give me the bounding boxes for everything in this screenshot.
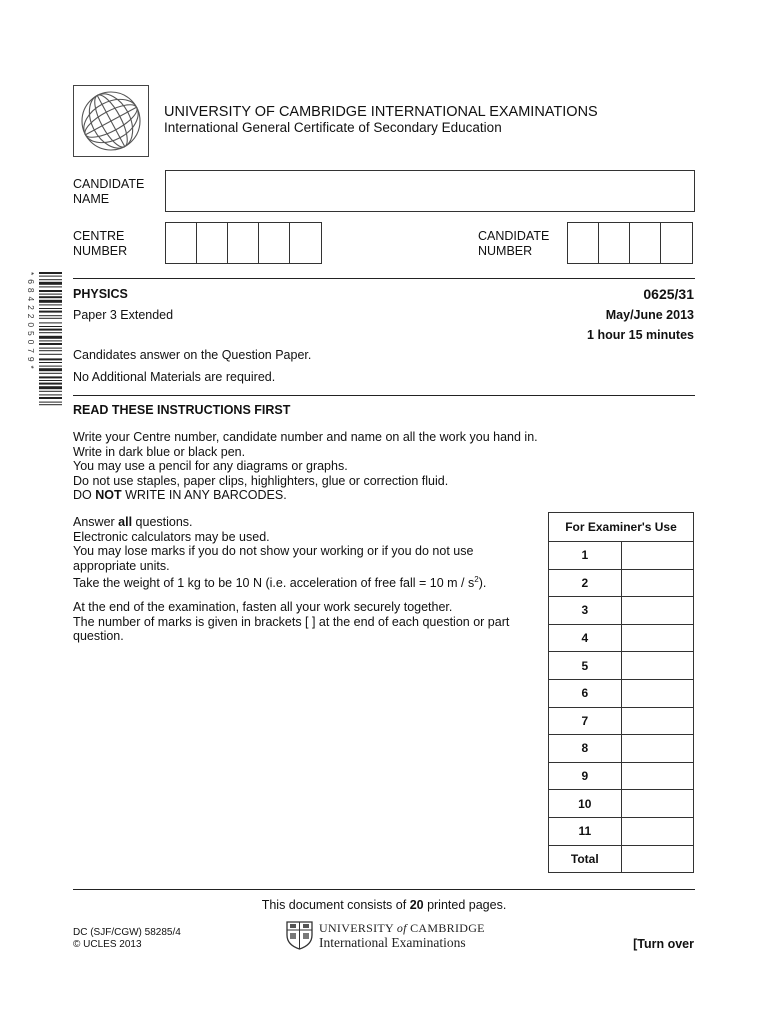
- table-row: [549, 762, 694, 790]
- question-number: 3: [549, 597, 622, 625]
- cambridge-wordmark: [319, 921, 485, 951]
- mark-cell[interactable]: [621, 817, 693, 845]
- digit-box[interactable]: [599, 223, 630, 263]
- table-row: [549, 845, 694, 873]
- end-block: [73, 600, 509, 644]
- instruction-line: You may lose marks if you do not show your working or if you do not use: [73, 544, 474, 559]
- label-line: NUMBER: [73, 244, 128, 258]
- instruction-line: At the end of the examination, fasten all your work securely together.: [73, 600, 453, 614]
- instruction-line: You may use a pencil for any diagrams or graphs.: [73, 459, 348, 474]
- university-name: UNIVERSITY OF CAMBRIDGE INTERNATIONAL EXAMINATIONS: [164, 104, 598, 120]
- text: CAMBRIDGE: [406, 921, 485, 935]
- session: May/June 2013: [605, 308, 694, 322]
- question-number: 10: [549, 790, 622, 818]
- text: WRITE IN ANY BARCODES.: [121, 488, 287, 503]
- materials-note: No Additional Materials are required.: [73, 370, 276, 384]
- digit-box[interactable]: [630, 223, 661, 263]
- instruction-line: question.: [73, 629, 124, 644]
- mark-cell[interactable]: [621, 542, 693, 570]
- subject: PHYSICS: [73, 287, 128, 301]
- text: ).: [478, 576, 487, 591]
- footer-reference: [73, 927, 181, 951]
- text: Take the weight of 1 kg to be 10 N (i.e. acceleration of free fall = 10 m / s: [73, 576, 475, 591]
- candidate-name-label: [73, 177, 144, 207]
- rules-block: [73, 515, 486, 591]
- digit-box[interactable]: [259, 223, 290, 263]
- text: This document consists of: [261, 898, 410, 912]
- page-count: [0, 898, 768, 913]
- centre-number-field[interactable]: [165, 222, 322, 264]
- question-number: 5: [549, 652, 622, 680]
- turn-over: [Turn over: [633, 937, 694, 951]
- total-mark-cell[interactable]: [621, 845, 693, 873]
- question-number: 4: [549, 624, 622, 652]
- text: DO: [73, 488, 96, 503]
- wordmark-line2: International Examinations: [319, 935, 466, 950]
- copyright: © UCLES 2013: [73, 939, 142, 950]
- examiner-table-heading: For Examiner's Use: [549, 513, 694, 542]
- certificate-title: International General Certificate of Secondary Education: [164, 120, 502, 135]
- total-label: Total: [549, 845, 622, 873]
- digit-box[interactable]: [568, 223, 599, 263]
- paper-code: 0625/31: [643, 286, 694, 302]
- examiner-use-table: [548, 512, 694, 873]
- globe-icon: [74, 86, 148, 156]
- barcode: [26, 272, 62, 408]
- barcode-text-wrap: [25, 272, 37, 408]
- reference-code: DC (SJF/CGW) 58285/4: [73, 927, 181, 938]
- instruction-line: [73, 573, 486, 591]
- candidate-number-label: [478, 229, 549, 259]
- centre-number-label: [73, 229, 127, 259]
- mark-cell[interactable]: [621, 735, 693, 763]
- text-bold: NOT: [95, 488, 122, 503]
- instruction-line: Electronic calculators may be used.: [73, 529, 270, 544]
- question-number: 1: [549, 542, 622, 570]
- question-number: 9: [549, 762, 622, 790]
- cambridge-crest: [286, 921, 313, 950]
- label-line: CENTRE: [73, 229, 125, 243]
- paper-name: Paper 3 Extended: [73, 308, 174, 322]
- mark-cell[interactable]: [621, 679, 693, 707]
- text-bold: 20: [409, 898, 424, 912]
- label-line: CANDIDATE: [73, 177, 145, 191]
- superscript: 2: [474, 575, 479, 585]
- table-row: [549, 707, 694, 735]
- instruction-line: Write your Centre number, candidate number and name on all the work you hand in.: [73, 430, 538, 444]
- mark-cell[interactable]: [621, 597, 693, 625]
- question-number: 2: [549, 569, 622, 597]
- table-row: [549, 652, 694, 680]
- mark-cell[interactable]: [621, 624, 693, 652]
- table-row: [549, 597, 694, 625]
- question-number: 8: [549, 735, 622, 763]
- text: UNIVERSITY: [319, 921, 397, 935]
- table-row: [549, 569, 694, 597]
- label-line: CANDIDATE: [478, 229, 550, 243]
- text: Answer: [73, 515, 119, 529]
- instructions-heading: READ THESE INSTRUCTIONS FIRST: [73, 403, 291, 417]
- divider: [73, 395, 695, 396]
- question-number: 11: [549, 817, 622, 845]
- label-line: NUMBER: [478, 244, 533, 258]
- instruction-line: Do not use staples, paper clips, highlighters, glue or correction fluid.: [73, 473, 449, 488]
- table-row: [549, 735, 694, 763]
- text: printed pages.: [423, 898, 507, 912]
- table-row: [549, 624, 694, 652]
- text: questions.: [132, 515, 193, 529]
- mark-cell[interactable]: [621, 790, 693, 818]
- table-row: [549, 542, 694, 570]
- instruction-line: [73, 488, 538, 503]
- digit-box[interactable]: [197, 223, 228, 263]
- wordmark-line1: [319, 921, 485, 935]
- digit-box[interactable]: [661, 223, 692, 263]
- label-line: NAME: [73, 192, 110, 206]
- instruction-line: The number of marks is given in brackets [ ] at the end of each question or part: [73, 614, 510, 629]
- divider: [73, 889, 695, 890]
- table-row: [549, 790, 694, 818]
- table-row: [549, 679, 694, 707]
- mark-cell[interactable]: [621, 652, 693, 680]
- answer-note: Candidates answer on the Question Paper.: [73, 348, 312, 362]
- divider: [73, 278, 695, 279]
- duration: 1 hour 15 minutes: [587, 328, 694, 342]
- instruction-line: Write in dark blue or black pen.: [73, 444, 246, 459]
- table-row: [549, 817, 694, 845]
- digit-box[interactable]: [166, 223, 197, 263]
- instruction-line: appropriate units.: [73, 558, 170, 573]
- mark-cell[interactable]: [621, 762, 693, 790]
- mark-cell[interactable]: [621, 707, 693, 735]
- globe-logo: [73, 85, 149, 157]
- candidate-number-field[interactable]: [567, 222, 693, 264]
- text-bold: all: [118, 515, 133, 529]
- question-number: 7: [549, 707, 622, 735]
- digit-box[interactable]: [290, 223, 321, 263]
- mark-cell[interactable]: [621, 569, 693, 597]
- instructions-block: [73, 430, 538, 503]
- instruction-line: [73, 515, 486, 530]
- question-number: 6: [549, 679, 622, 707]
- digit-box[interactable]: [228, 223, 259, 263]
- barcode-text: *6842205079*: [26, 272, 36, 373]
- text-italic: of: [396, 921, 407, 935]
- crest-icon: [286, 921, 313, 950]
- candidate-name-field[interactable]: [165, 170, 695, 212]
